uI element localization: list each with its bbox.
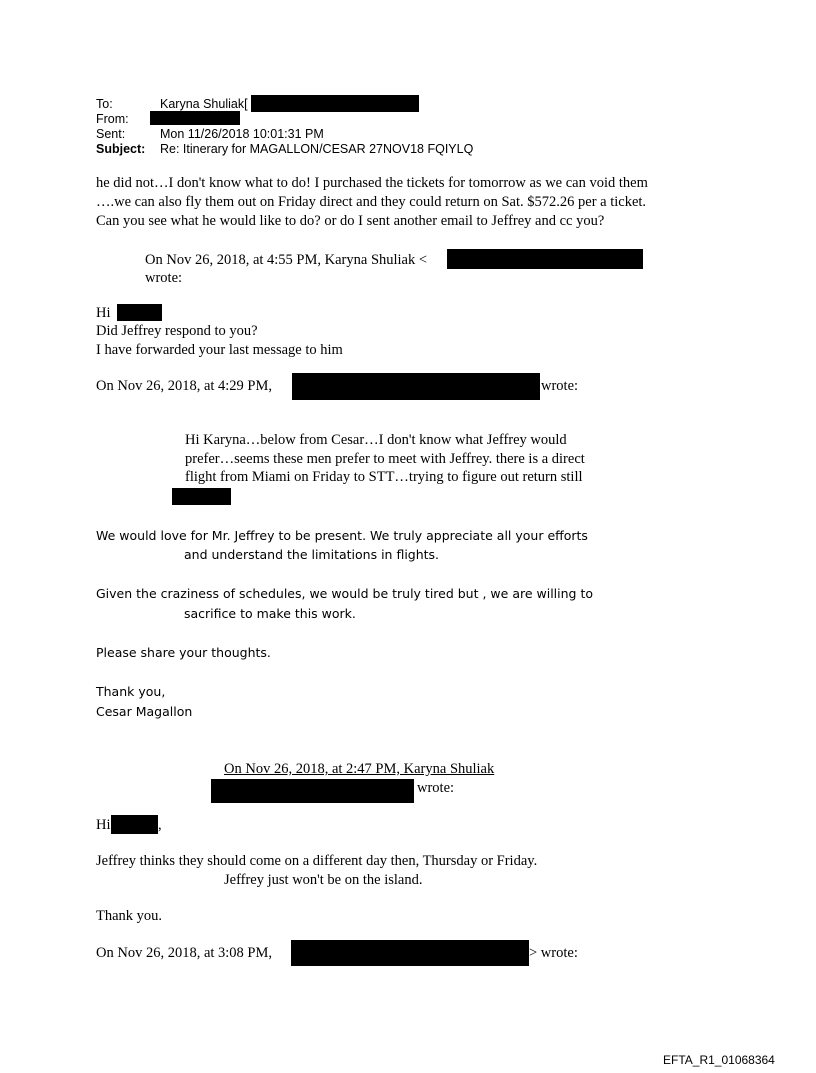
redaction-bar	[447, 249, 643, 269]
body-line: Did Jeffrey respond to you?	[96, 323, 258, 339]
signature-name: Cesar Magallon	[96, 704, 193, 719]
body-line: Jeffrey thinks they should come on a different day then, Thursday or Friday.	[96, 853, 538, 869]
quote-header-wrote: wrote:	[145, 270, 183, 286]
body-line: We would love for Mr. Jeffrey to be present. We truly appreciate all your efforts	[96, 528, 588, 543]
redaction-bar	[292, 373, 540, 400]
quote-header-wrote: > wrote:	[529, 945, 578, 961]
to-value: Karyna Shuliak[	[160, 97, 248, 111]
quote-header-wrote: wrote:	[541, 378, 579, 394]
redaction-bar	[111, 815, 158, 834]
body-line: Please share your thoughts.	[96, 645, 271, 660]
body-line: flight from Miami on Friday to STT…trying to figure out return still	[185, 469, 583, 485]
from-label: From:	[96, 112, 129, 126]
body-line: sacrifice to make this work.	[184, 606, 356, 621]
greeting-comma: ,	[158, 817, 162, 833]
document-id: EFTA_R1_01068364	[663, 1053, 775, 1067]
body-line: and understand the limitations in flights.	[184, 547, 440, 562]
quote-header: On Nov 26, 2018, at 4:29 PM,	[96, 378, 273, 394]
body-line: ….we can also fly them out on Friday direct and they could return on Sat. $572.26 per a ticket.	[96, 194, 647, 210]
redaction-bar	[150, 111, 240, 125]
body-line: Jeffrey just won't be on the island.	[224, 872, 423, 888]
subject-label: Subject:	[96, 142, 146, 156]
quote-header: On Nov 26, 2018, at 3:08 PM,	[96, 945, 273, 961]
quote-header: On Nov 26, 2018, at 4:55 PM, Karyna Shuliak <	[145, 252, 428, 268]
sent-label: Sent:	[96, 127, 126, 141]
body-line: Can you see what he would like to do? or do I sent another email to Jeffrey and cc you?	[96, 213, 605, 229]
quote-header: On Nov 26, 2018, at 2:47 PM, Karyna Shuliak	[224, 761, 495, 777]
sent-value: Mon 11/26/2018 10:01:31 PM	[160, 127, 324, 141]
greeting: Hi	[96, 305, 111, 321]
subject-value: Re: Itinerary for MAGALLON/CESAR 27NOV18 FQIYLQ	[160, 142, 474, 156]
body-line: prefer…seems these men prefer to meet with Jeffrey. there is a direct	[185, 451, 585, 467]
signoff: Thank you,	[96, 684, 166, 699]
body-line: Given the craziness of schedules, we would be truly tired but , we are willing to	[96, 586, 593, 601]
body-line: he did not…I don't know what to do! I purchased the tickets for tomorrow as we can void them	[96, 175, 648, 191]
body-line: Hi Karyna…below from Cesar…I don't know what Jeffrey would	[185, 432, 567, 448]
redaction-bar	[251, 95, 419, 112]
redaction-bar	[172, 488, 231, 505]
redaction-bar	[117, 304, 162, 321]
redaction-bar	[211, 779, 414, 803]
quote-header-wrote: wrote:	[417, 780, 455, 796]
body-line: I have forwarded your last message to him	[96, 342, 343, 358]
greeting: Hi	[96, 817, 111, 833]
thanks: Thank you.	[96, 908, 163, 924]
to-label: To:	[96, 97, 113, 111]
redaction-bar	[291, 940, 529, 966]
